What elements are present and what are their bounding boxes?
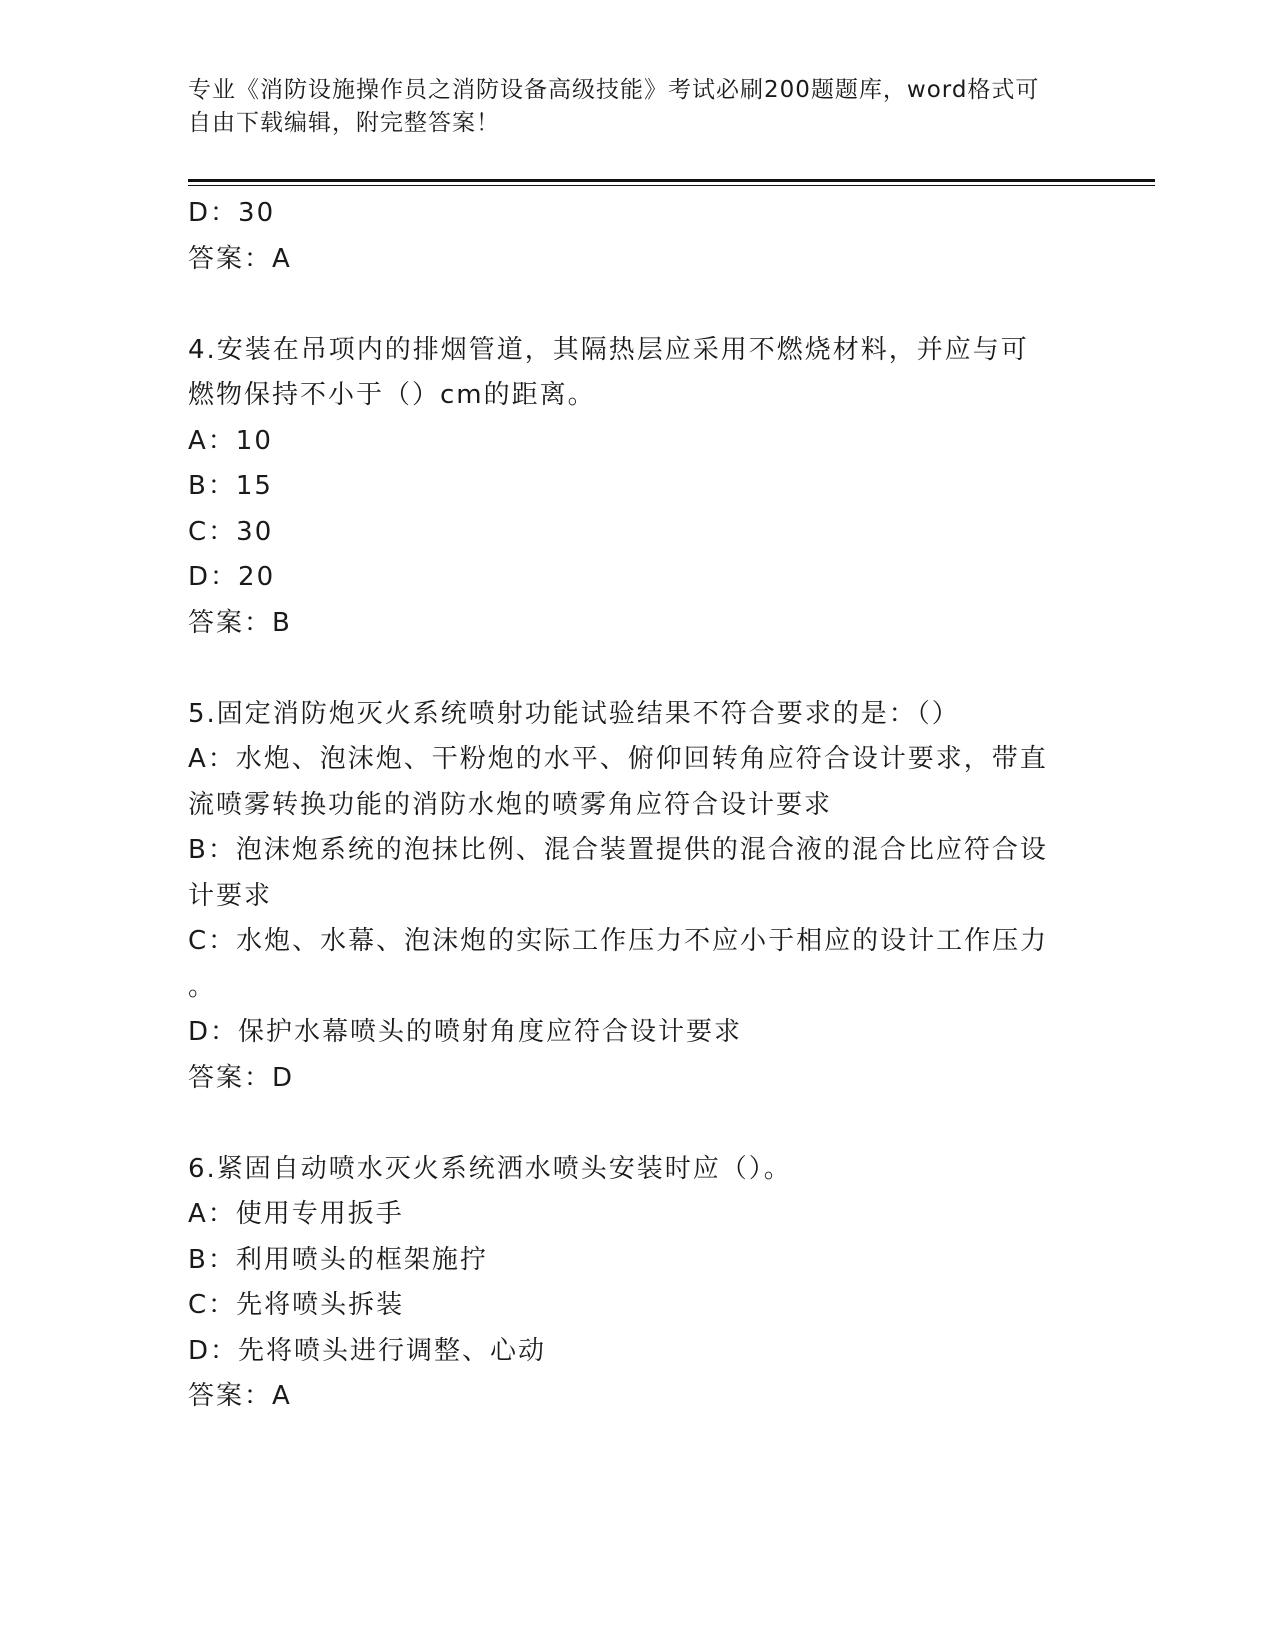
- question-4-option-d: D：20: [188, 562, 276, 592]
- question-6-option-c: C：先将喷头拆装: [188, 1290, 405, 1320]
- question-4: [188, 328, 1088, 647]
- question-4-option-b: B：15: [188, 471, 273, 501]
- prev-option-d: D：30: [188, 198, 276, 228]
- question-5-answer: 答案：D: [188, 1062, 295, 1093]
- question-5-option-b-line-1: B：泡沫炮系统的泡抹比例、混合装置提供的混合液的混合比应符合设: [188, 835, 1048, 865]
- question-5-option-d: D：保护水幕喷头的喷射角度应符合设计要求: [188, 1017, 743, 1047]
- prev-answer: 答案：A: [188, 243, 292, 274]
- spacer: [188, 646, 1088, 692]
- question-5: [188, 692, 1088, 1102]
- question-6: [188, 1147, 1088, 1420]
- question-5-option-a-line-1: A：水炮、泡沫炮、干粉炮的水平、俯仰回转角应符合设计要求，带直: [188, 744, 1048, 774]
- question-6-option-d: D：先将喷头进行调整、心动: [188, 1335, 547, 1366]
- header-line-2: 自由下载编辑，附完整答案！: [188, 110, 500, 136]
- question-6-option-b: B：利用喷头的框架施拧: [188, 1244, 488, 1275]
- question-4-text-line-1: 4.安装在吊项内的排烟管道，其隔热层应采用不燃烧材料，并应与可: [188, 334, 1029, 365]
- spacer: [188, 282, 1088, 328]
- question-4-option-a: A：10: [188, 425, 273, 456]
- question-5-option-c-line-2: 。: [188, 971, 217, 1002]
- document-header: [188, 74, 1088, 140]
- header-rule-thick: [188, 179, 1155, 182]
- question-5-text: 5.固定消防炮灭火系统喷射功能试验结果不符合要求的是：（）: [188, 698, 960, 729]
- header-rule-thin: [188, 185, 1155, 186]
- header-line-1: 专业《消防设施操作员之消防设备高级技能》考试必刷200题题库，word格式可: [188, 77, 1040, 103]
- question-6-option-a: A：使用专用扳手: [188, 1199, 404, 1229]
- question-list: [188, 191, 1088, 1420]
- question-6-answer: 答案：A: [188, 1381, 292, 1411]
- question-5-option-c-line-1: C：水炮、水幕、泡沫炮的实际工作压力不应小于相应的设计工作压力: [188, 926, 1049, 956]
- question-4-text-line-2: 燃物保持不小于（）cm的距离。: [188, 380, 596, 410]
- question-5-option-a-line-2: 流喷雾转换功能的消防水炮的喷雾角应符合设计要求: [188, 789, 833, 820]
- question-4-option-c: C：30: [188, 516, 274, 547]
- question-4-answer: 答案：B: [188, 607, 292, 638]
- question-6-text: 6.紧固自动喷水灭火系统洒水喷头安装时应（）。: [188, 1153, 792, 1184]
- spacer: [188, 1101, 1088, 1147]
- question-5-option-b-line-2: 计要求: [188, 880, 273, 911]
